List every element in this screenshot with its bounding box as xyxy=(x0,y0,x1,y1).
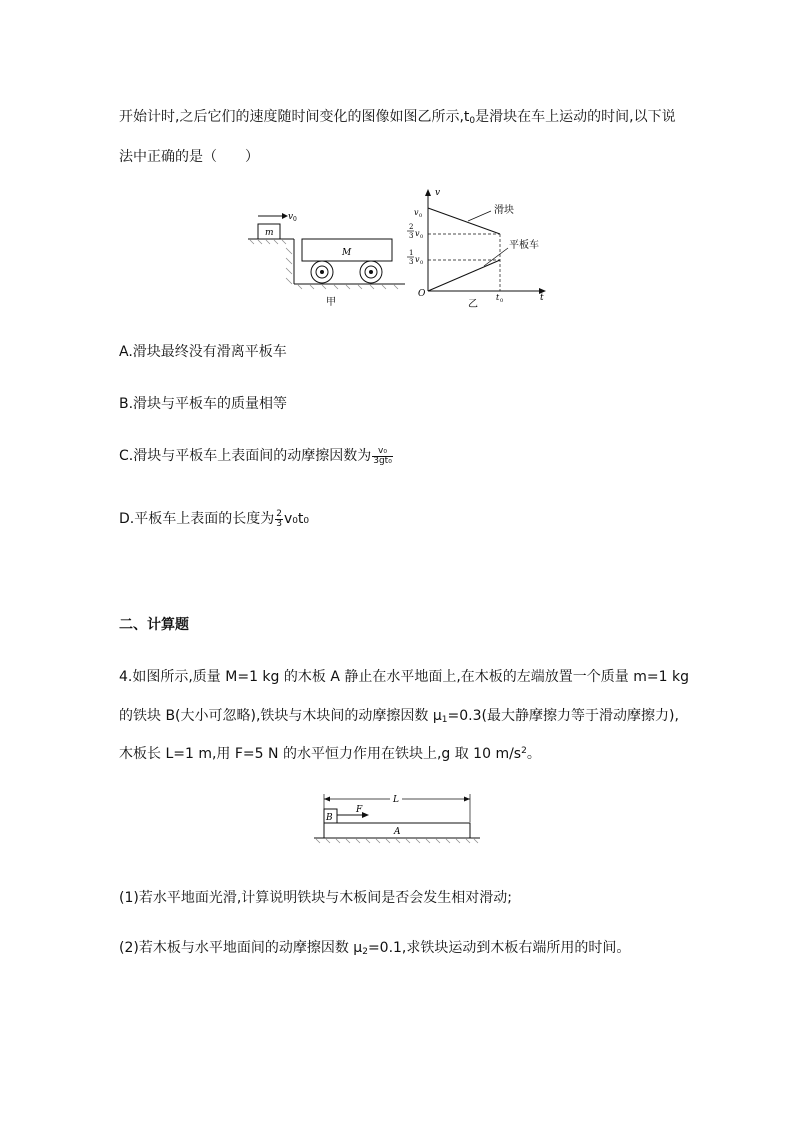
q4-line2-b: =0.3(最大静摩擦力等于滑动摩擦力), xyxy=(447,708,679,724)
section-heading: 二、计算题 xyxy=(119,617,189,633)
question4-line2 xyxy=(119,705,679,725)
option-d-den: 3 xyxy=(276,518,282,529)
figure-yi-caption: 乙 xyxy=(468,299,478,310)
question4-line1: 4.如图所示,质量 M=1 kg 的木板 A 静止在水平地面上,在木板的左端放置一个质量 m=1 kg xyxy=(119,669,689,685)
tick-t0: t xyxy=(496,293,500,302)
q4-sub2-a: (2)若木板与水平地面间的动摩擦因数 μ xyxy=(119,940,363,956)
question3-intro-line1 xyxy=(119,106,676,126)
mu1-subscript: 1 xyxy=(441,715,448,725)
label-cart: 平板车 xyxy=(509,240,539,251)
block-m-label: m xyxy=(265,228,274,238)
q4-sub2-b: =0.1,求铁块运动到木板右端所用的时间。 xyxy=(367,940,631,956)
option-c xyxy=(119,445,394,466)
option-c-den: 3gt₀ xyxy=(373,455,392,466)
intro-text: 开始计时,之后它们的速度随时间变化的图像如图乙所示,t xyxy=(119,109,470,125)
question4-sub1: (1)若水平地面光滑,计算说明铁块与木板间是否会发生相对滑动; xyxy=(119,890,512,906)
option-c-fraction xyxy=(372,447,393,466)
figure-plank xyxy=(312,790,482,854)
svg-text:0: 0 xyxy=(420,260,424,266)
question3-intro-line2: 法中正确的是（ ） xyxy=(119,149,259,165)
question4-line3 xyxy=(119,743,541,763)
q4-line2-a: 的铁块 B(大小可忽略),铁块与木块间的动摩擦因数 μ xyxy=(119,708,442,724)
axis-v-label: v xyxy=(435,188,441,198)
intro-tail: 是滑块在车上运动的时间,以下说 xyxy=(475,109,676,125)
tick-one-third-den: 3 xyxy=(409,258,414,266)
jia-velocity-sub: 0 xyxy=(293,216,297,223)
cart-M-label: M xyxy=(342,248,352,258)
option-d xyxy=(119,508,309,529)
label-F: F xyxy=(356,805,363,815)
tick-v0: v xyxy=(414,208,419,217)
origin-label: O xyxy=(418,289,426,299)
option-d-fraction xyxy=(275,510,283,529)
tick-v0-sub: 0 xyxy=(419,213,423,219)
q4-line3-b: 。 xyxy=(526,746,541,762)
jia-velocity-label: v xyxy=(288,212,294,222)
label-L: L xyxy=(393,795,399,805)
option-d-suffix: v₀t₀ xyxy=(283,511,309,527)
q4-line3-a: 木板长 L=1 m,用 F=5 N 的水平恒力作用在铁块上,g 取 10 m/s xyxy=(119,746,522,762)
tick-t0-sub: 0 xyxy=(500,298,504,304)
t0-subscript: 0 xyxy=(469,116,476,126)
label-slider: 滑块 xyxy=(494,205,514,216)
svg-text:v: v xyxy=(415,229,420,238)
option-c-prefix: C.滑块与平板车上表面间的动摩擦因数为 xyxy=(119,448,372,464)
figure-yi xyxy=(406,186,556,315)
mu2-subscript: 2 xyxy=(362,947,368,957)
question4-sub2 xyxy=(119,937,630,957)
tick-one-third-num: 1 xyxy=(409,249,414,257)
label-A: A xyxy=(394,827,401,837)
axis-t-label: t xyxy=(540,293,544,303)
s2-superscript: 2 xyxy=(521,746,527,756)
option-a: A.滑块最终没有滑离平板车 xyxy=(119,344,287,360)
label-B: B xyxy=(326,813,333,823)
svg-text:0: 0 xyxy=(420,234,424,240)
svg-text:v: v xyxy=(415,255,420,264)
tick-two-thirds-num: 2 xyxy=(409,223,414,231)
figure-jia xyxy=(240,196,410,315)
option-b: B.滑块与平板车的质量相等 xyxy=(119,396,288,412)
option-d-num: 2 xyxy=(276,508,282,519)
tick-two-thirds-den: 3 xyxy=(409,232,414,240)
option-d-prefix: D.平板车上表面的长度为 xyxy=(119,511,275,527)
option-c-num: v₀ xyxy=(372,447,393,457)
figure-jia-caption: 甲 xyxy=(326,297,336,308)
cart-velocity-line xyxy=(428,260,500,291)
